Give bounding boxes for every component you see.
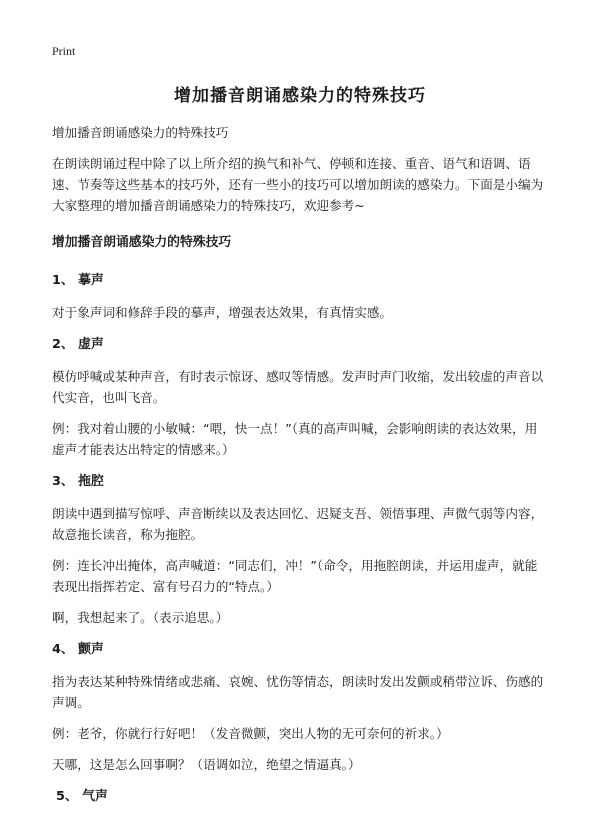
section-4-paragraph: 例：老爷，你就行行好吧！（发音微颤，突出人物的无可奈何的祈求。） bbox=[52, 726, 449, 741]
section-3-paragraph: 朗读中遇到描写惊呼、声音断续以及表达回忆、迟疑支吾、领悟事理、声微气弱等内容，故意拖长读音，称为拖腔。 bbox=[52, 506, 544, 542]
intro-paragraph: 在朗读朗诵过程中除了以上所介绍的换气和补气、停顿和连接、重音、语气和语调、语速、节奏等这些基本的技巧外，还有一些小的技巧可以增加朗读的感染力。下面是小编为大家整理的增加播音朗诵感染力的特殊技巧，欢迎参考~ bbox=[52, 156, 544, 213]
sections-container bbox=[52, 269, 548, 775]
subtitle: 增加播音朗诵感染力的特殊技巧 bbox=[52, 125, 229, 140]
page-title: 增加播音朗诵感染力的特殊技巧 bbox=[174, 86, 426, 106]
section-3-paragraph: 例：连长冲出掩体，高声喊道：“同志们，冲！”（命令，用拖腔朗读，并运用虚声，就能表现出指挥若定、富有号召力的“特点。） bbox=[52, 558, 538, 594]
section-3-paragraph: 啊，我想起来了。（表示追思。） bbox=[52, 610, 229, 625]
section-4-paragraph: 天哪，这是怎么回事啊？（语调如泣，绝望之情逼真。） bbox=[52, 757, 361, 772]
section-title: 增加播音朗诵感染力的特殊技巧 bbox=[52, 235, 232, 250]
section-heading-3: 3、 拖腔 bbox=[52, 474, 104, 489]
section-heading-4: 4、 颤声 bbox=[52, 642, 104, 657]
section-heading-2: 2、 虚声 bbox=[52, 337, 104, 352]
section-1-paragraph: 对于象声词和修辞手段的摹声，增强表达效果，有真情实感。 bbox=[52, 305, 393, 320]
section-2-paragraph: 例：我对着山腰的小敏喊：“喂，快一点！”（真的高声叫喊，会影响朗读的表达效果，用虚声才能表达出特定的情感来。） bbox=[52, 421, 538, 457]
section-4-paragraph: 指为表达某种特殊情绪或悲痛、哀婉、忧伤等情态，朗读时发出发颤或稍带泣诉、伤感的声调。 bbox=[52, 674, 544, 710]
section-heading-1: 1、 摹声 bbox=[52, 273, 104, 288]
print-link[interactable]: Print bbox=[52, 44, 76, 58]
section-heading-5: 5、 气声 bbox=[56, 789, 108, 804]
section-2-paragraph: 模仿呼喊或某种声音，有时表示惊讶、感叹等情感。发声时声门收缩，发出较虚的声音以代实音，也叫飞音。 bbox=[52, 369, 544, 405]
